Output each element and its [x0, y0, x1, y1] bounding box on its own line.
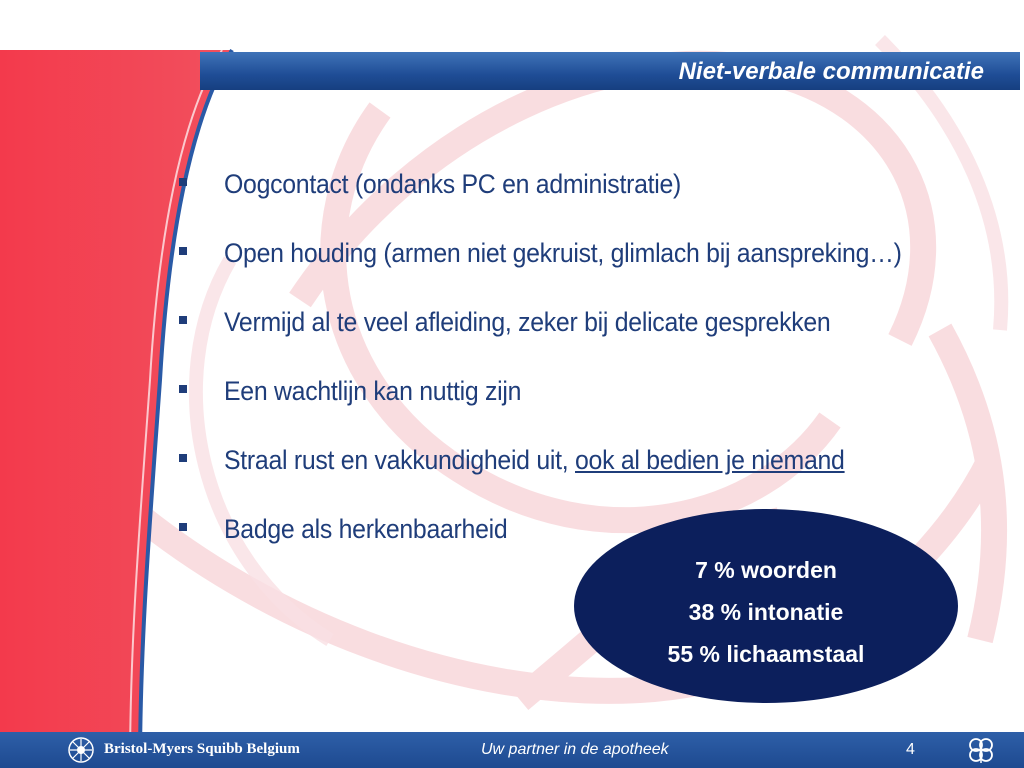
footer: [0, 732, 1024, 768]
bullet-text: Een wachtlijn kan nuttig zijn: [224, 376, 522, 406]
list-item: [174, 442, 961, 511]
slide-title: Niet-verbale communicatie: [678, 58, 984, 85]
underlined-link[interactable]: ook al bedien je niemand: [575, 445, 845, 475]
stats-ellipse: [574, 509, 958, 703]
bullet-text: Open houding (armen niet gekruist, glimlach bij aanspreking…): [224, 238, 902, 268]
square-bullet-icon: [179, 454, 187, 462]
stat-intonation: 38 % intonatie: [688, 599, 844, 625]
title-bar: [200, 52, 1020, 90]
list-item: [174, 373, 961, 442]
square-bullet-icon: [179, 247, 187, 255]
square-bullet-icon: [179, 385, 187, 393]
bullet-text: Badge als herkenbaarheid: [224, 514, 508, 544]
bullet-text: Vermijd al te veel afleiding, zeker bij delicate gesprekken: [224, 307, 831, 337]
square-bullet-icon: [179, 316, 187, 324]
square-bullet-icon: [179, 178, 187, 186]
bms-logo-icon: [68, 737, 94, 763]
footer-tagline: Uw partner in de apotheek: [481, 741, 669, 758]
bullet-text: Straal rust en vakkundigheid uit, ook al bedien je niemand: [224, 445, 845, 475]
list-item: [174, 304, 961, 373]
list-item: [174, 235, 961, 304]
page-number: 4: [906, 741, 915, 758]
company-name: Bristol-Myers Squibb Belgium: [104, 741, 300, 757]
stat-words: 7 % woorden: [695, 557, 837, 583]
emblem-icon: [966, 736, 996, 764]
bullet-text: Oogcontact (ondanks PC en administratie): [224, 169, 682, 199]
list-item: [174, 166, 961, 235]
stat-body-language: 55 % lichaamstaal: [667, 641, 865, 667]
square-bullet-icon: [179, 523, 187, 531]
